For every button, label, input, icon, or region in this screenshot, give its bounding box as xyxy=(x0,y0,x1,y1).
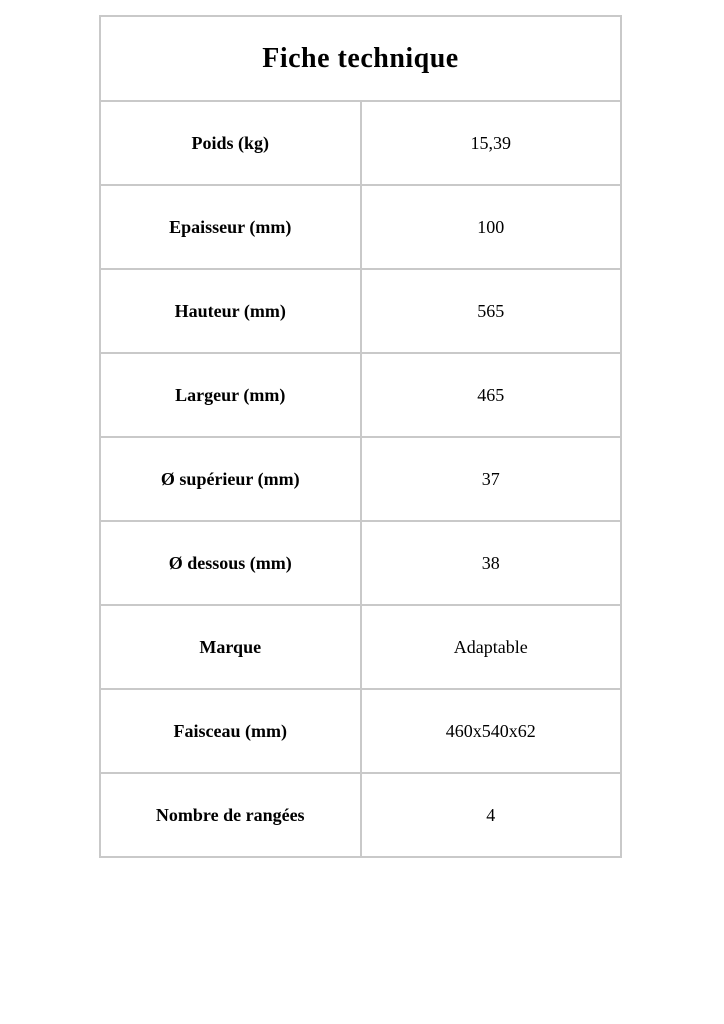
spec-table xyxy=(99,15,622,858)
spec-label-hauteur: Hauteur (mm) xyxy=(100,269,361,353)
spec-value-hauteur: 565 xyxy=(361,269,622,353)
spec-value-faisceau: 460x540x62 xyxy=(361,689,622,773)
spec-value-epaisseur: 100 xyxy=(361,185,622,269)
table-row xyxy=(100,773,621,857)
spec-label-nombre-rangees: Nombre de rangées xyxy=(100,773,361,857)
spec-label-diametre-superieur: Ø supérieur (mm) xyxy=(100,437,361,521)
table-row xyxy=(100,185,621,269)
page-title: Fiche technique xyxy=(100,16,621,101)
spec-value-diametre-dessous: 38 xyxy=(361,521,622,605)
spec-label-epaisseur: Epaisseur (mm) xyxy=(100,185,361,269)
spec-value-diametre-superieur: 37 xyxy=(361,437,622,521)
spec-label-marque: Marque xyxy=(100,605,361,689)
table-row xyxy=(100,689,621,773)
table-row xyxy=(100,437,621,521)
table-row xyxy=(100,605,621,689)
table-title-row xyxy=(100,16,621,101)
spec-value-largeur: 465 xyxy=(361,353,622,437)
spec-value-poids: 15,39 xyxy=(361,101,622,185)
table-row xyxy=(100,521,621,605)
spec-value-nombre-rangees: 4 xyxy=(361,773,622,857)
spec-label-largeur: Largeur (mm) xyxy=(100,353,361,437)
table-row xyxy=(100,353,621,437)
spec-value-marque: Adaptable xyxy=(361,605,622,689)
spec-label-poids: Poids (kg) xyxy=(100,101,361,185)
spec-label-faisceau: Faisceau (mm) xyxy=(100,689,361,773)
table-row xyxy=(100,269,621,353)
table-row xyxy=(100,101,621,185)
spec-label-diametre-dessous: Ø dessous (mm) xyxy=(100,521,361,605)
